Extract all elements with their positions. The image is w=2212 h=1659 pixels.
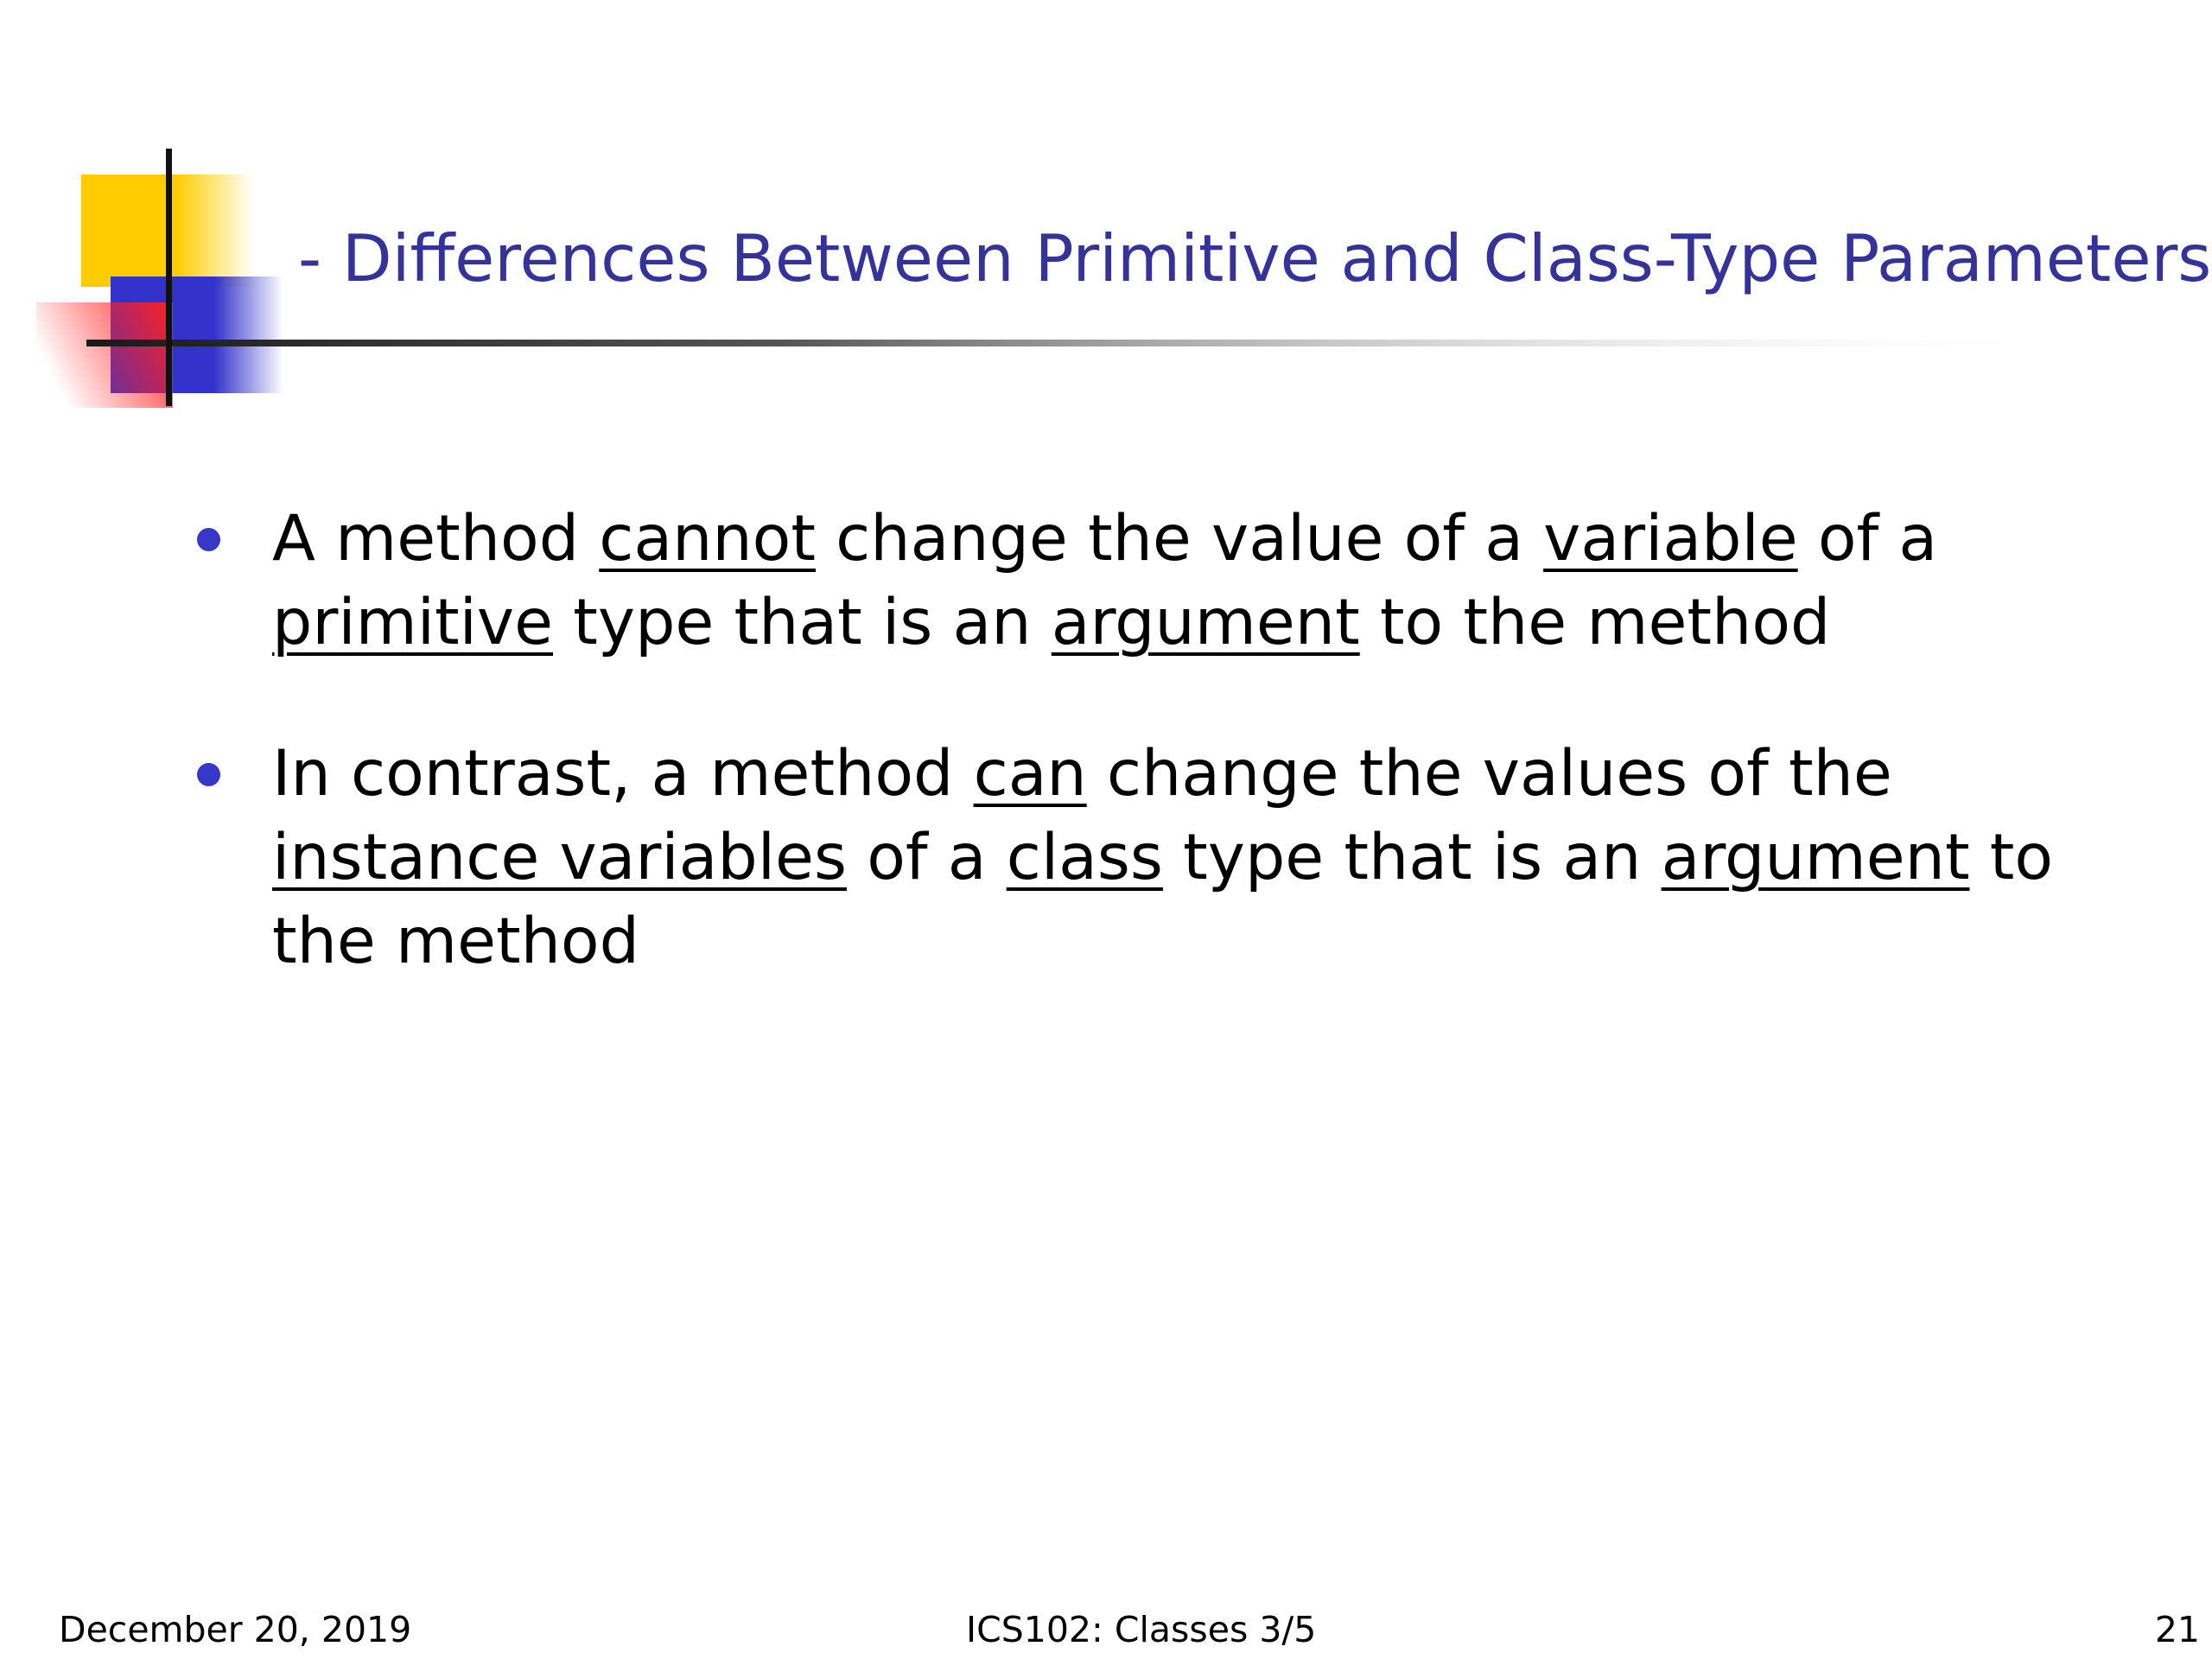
title-underline — [86, 340, 2074, 346]
slide-title: - Differences Between Primitive and Class-Type Parameters — [298, 220, 2212, 296]
page-number: 21 — [2154, 1609, 2200, 1650]
bullet-text: In contrast, a method can change the values of the instance variables of a class type that is an argument to the method — [272, 737, 2054, 978]
bullet-dot-icon — [197, 528, 220, 551]
bullet-item — [190, 732, 2117, 983]
bullet-text: A method cannot change the value of a variable of a primitive type that is an argument to the method — [272, 502, 1938, 659]
title-decoration — [0, 0, 2212, 432]
red-square — [36, 302, 173, 408]
footer-course-title: ICS102: Classes 3/5 — [966, 1609, 1317, 1650]
bullet-dot-icon — [197, 763, 220, 786]
bullet-list — [190, 497, 2117, 1051]
bullet-item — [190, 497, 2117, 664]
vertical-line — [166, 149, 172, 406]
footer-date: December 20, 2019 — [59, 1609, 412, 1650]
